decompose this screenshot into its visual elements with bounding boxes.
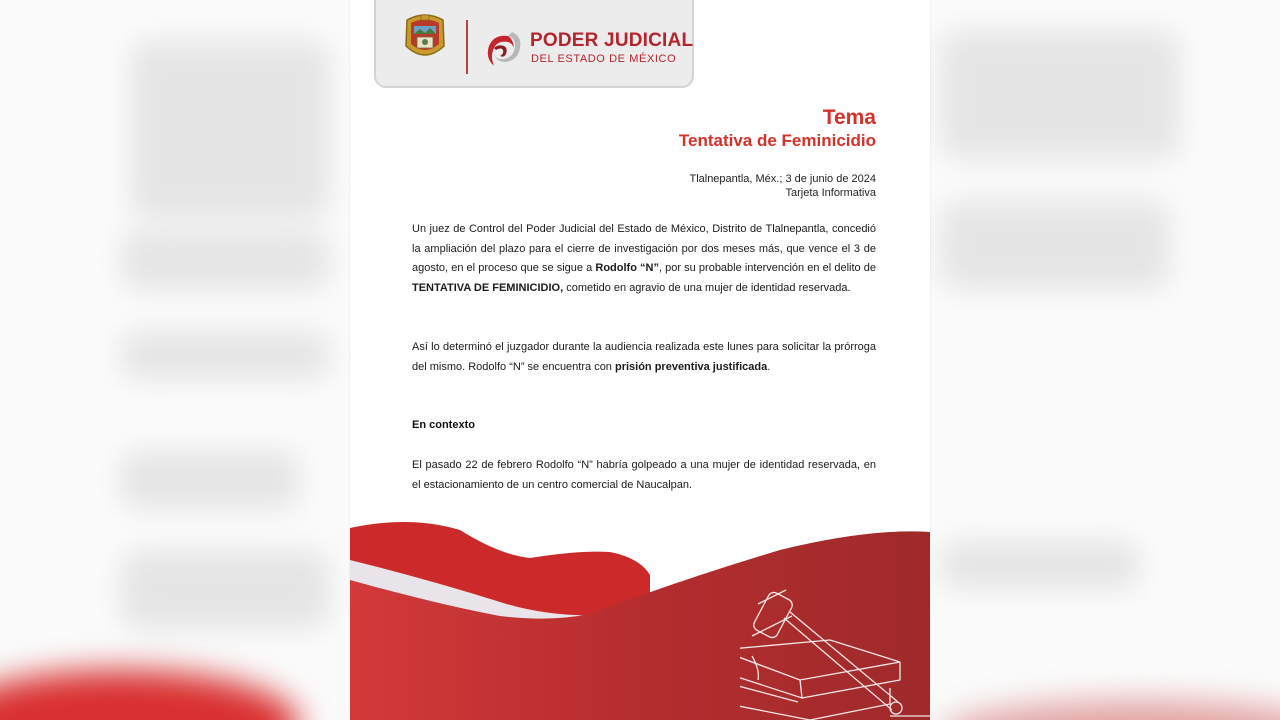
p2-text: . xyxy=(767,360,771,373)
blurred-text-block xyxy=(120,450,300,510)
blurred-text-block xyxy=(130,40,330,220)
blurred-red-wave xyxy=(0,670,300,720)
logo-divider xyxy=(466,20,468,74)
blurred-text-block xyxy=(940,540,1140,590)
context-heading: En contexto xyxy=(412,419,475,431)
topic-label: Tema xyxy=(822,106,876,129)
p2-text: Así lo determinó el juzgador durante la audiencia realizada este lunes para solicitar la prórroga del mismo. Rodolfo “N” se encuentra con xyxy=(412,341,876,373)
blurred-text-block xyxy=(120,550,330,630)
place-date: Tlalnepantla, Méx.; 3 de junio de 2024 xyxy=(689,173,876,185)
paragraph-1 xyxy=(412,220,876,298)
document-page xyxy=(350,0,930,720)
topic-title: Tentativa de Feminicidio xyxy=(678,131,876,150)
institution-title: PODER JUDICIAL xyxy=(530,30,694,51)
crime-name: TENTATIVA DE FEMINICIDIO, xyxy=(412,281,564,294)
institution-subtitle: DEL ESTADO DE MÉXICO xyxy=(531,53,677,65)
document-type: Tarjeta Informativa xyxy=(785,187,876,199)
p1-text: cometido en agravio de una mujer de identidad reservada. xyxy=(563,281,851,294)
coat-of-arms-icon xyxy=(402,12,448,62)
defendant-name: Rodolfo “N” xyxy=(595,262,659,274)
poder-judicial-logo-icon xyxy=(482,26,526,70)
p1-text: , por su probable intervención en el delito de xyxy=(658,262,876,274)
blurred-text-block xyxy=(120,230,330,290)
paragraph-3: El pasado 22 de febrero Rodolfo “N” habría golpeado a una mujer de identidad reservada, en el estacionamiento de un centro comercial de Naucalpan. xyxy=(412,459,876,491)
blurred-red-wave xyxy=(940,700,1280,720)
blurred-text-block xyxy=(940,200,1170,290)
paragraph-2 xyxy=(412,338,876,377)
dateline xyxy=(689,172,876,200)
blurred-text-block xyxy=(940,30,1180,160)
gavel-and-books-icon xyxy=(740,580,930,720)
blurred-text-block xyxy=(120,330,330,380)
p1-text: Un juez de Control del Poder Judicial del Estado de México, Distrito de Tlalnepantla, concedió la ampliación del plazo para el cierre de investigación por dos meses más, que vence el 3 de agosto, en el proceso que se sigue a xyxy=(412,223,876,274)
detention-status: prisión preventiva justificada xyxy=(614,360,768,373)
letterhead xyxy=(374,0,694,88)
